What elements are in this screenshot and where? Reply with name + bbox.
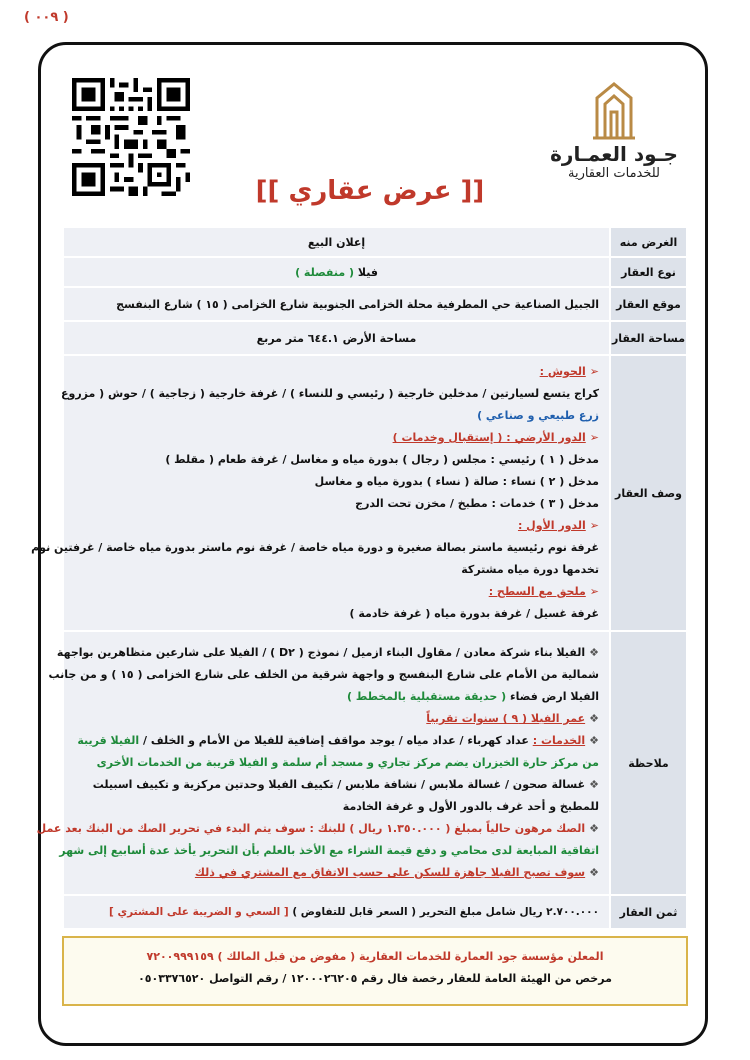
- price-amount: ٢.٧٠٠.٠٠٠ ريال شامل مبلغ التحرير: [419, 906, 599, 918]
- label-notes: ملاحظة: [610, 631, 687, 895]
- note-line: من مركز حارة الخيزران يضم مركز تجاري و مسجد أم سلمة و الفيلا قريبة من الخدمات الأخرى: [96, 756, 599, 769]
- note-line: الفيلا بناء شركة معادن / مقاول البناء ازميل / نموذج ( D٢ ) / الفيلا على شارعين متظاهرين بواجهة: [56, 646, 586, 659]
- note-line: اتفاقية المبايعة لدى محامي و دفع قيمة الشراء مع الأخذ بالعلم بأن التحرير يأخذ عدة أسابيع إلى شهر: [59, 844, 599, 857]
- label-purpose: الغرض منه: [610, 227, 687, 257]
- bullet-icon: ❖: [589, 822, 599, 835]
- desc-line: غرفة غسيل / غرفة بدورة مياه ( غرفة خادمة ): [349, 607, 599, 620]
- row-price: [63, 895, 687, 929]
- desc-line: غرفة نوم رئيسية ماستر بصالة صغيرة و دورة مياه خاصة / غرفة نوم ماستر بدورة مياه خاصة / غرفتين نوم: [31, 541, 599, 554]
- label-description: وصف العقار: [610, 355, 687, 631]
- note-line: الفيلا ارض فضاء: [509, 690, 599, 703]
- advertiser-footer: [62, 936, 688, 1006]
- building-logo-icon: [589, 78, 639, 140]
- section-title: ملحق مع السطح :: [488, 585, 586, 598]
- note-line: شمالية من الأمام على شارع البنفسج و واجهة شرقية من الخلف على شارع الخزامى ( ١٥ ) و من جانب: [48, 668, 599, 681]
- value-type: [63, 257, 610, 287]
- pointer-icon: ➢: [589, 431, 599, 444]
- note-line: سوف تصبح الفيلا جاهزة للسكن على حسب الاتفاق مع المشتري في ذلك: [194, 866, 586, 879]
- desc-line: كراج يتسع لسيارتين / مدخلين خارجية ( رئيسي و للنساء ) / غرفة خارجية ( زجاجية ) / حوش ( مزروع: [61, 387, 599, 400]
- advertiser-id: ٧٢٠٠٩٩٩١٥٩: [146, 950, 214, 963]
- page-number: ( ٠٠٩ ): [24, 10, 69, 25]
- row-area: [63, 321, 687, 355]
- company-logo: [548, 78, 680, 198]
- value-description: [31, 355, 610, 631]
- bullet-icon: ❖: [589, 734, 599, 747]
- desc-line: مدخل ( ٢ ) نساء : صالة ( نساء ) بدورة مياه و مغاسل: [314, 475, 599, 488]
- type-main: فيلا: [357, 265, 378, 279]
- logo-name: جـود العمـارة: [550, 142, 678, 166]
- label-area: مساحة العقار: [610, 321, 687, 355]
- pointer-icon: ➢: [589, 585, 599, 598]
- price-negotiable: ( السعر قابل للتفاوض ): [292, 906, 417, 918]
- label-location: موقع العقار: [610, 287, 687, 321]
- property-table: [31, 226, 688, 930]
- note-line: عداد كهرباء / عداد مياه / يوجد مواقف إضافية للفيلا من الأمام و الخلف /: [143, 734, 529, 747]
- pointer-icon: ➢: [589, 519, 599, 532]
- value-area: مساحة الأرض ٦٤٤.١ متر مربع: [63, 321, 610, 355]
- row-description: [63, 355, 687, 631]
- row-notes: [63, 631, 687, 895]
- note-title: الخدمات :: [532, 734, 586, 747]
- section-title: الدور الأرضي : ( إستقبال وخدمات ): [392, 431, 586, 444]
- value-price: [63, 895, 610, 929]
- price-fees: [ السعي و الضريبة على المشتري ]: [109, 906, 289, 918]
- value-purpose: إعلان البيع: [63, 227, 610, 257]
- bullet-icon: ❖: [589, 866, 599, 879]
- advertiser-name: المعلن مؤسسة جود العمارة للخدمات العقارية ( مفوض من قبل المالك ): [217, 950, 604, 963]
- footer-line-1: [64, 946, 686, 968]
- section-title: الدور الأول :: [517, 519, 586, 532]
- row-type: [63, 257, 687, 287]
- note-highlight: ( حديقة مستقبلية بالمخطط ): [347, 690, 507, 703]
- note-line: عمر الفيلا ( ٩ ) سنوات تقريباً: [426, 712, 586, 725]
- value-location: الجبيل الصناعية حي المطرفية محلة الخزامى الجنوبية شارع الخزامى ( ١٥ ) شارع البنفسج: [63, 287, 610, 321]
- bullet-icon: ❖: [589, 778, 599, 791]
- row-purpose: [63, 227, 687, 257]
- pointer-icon: ➢: [589, 365, 599, 378]
- note-highlight: الفيلا قريبة: [77, 734, 140, 747]
- desc-line: مدخل ( ٣ ) خدمات : مطبخ / مخزن تحت الدرج: [355, 497, 599, 510]
- note-line: غسالة صحون / غسالة ملابس / نشافة ملابس / تكييف الفيلا وحدتين مركزية و تكييف اسبيلت: [92, 778, 586, 791]
- label-type: نوع العقار: [610, 257, 687, 287]
- bullet-icon: ❖: [589, 646, 599, 659]
- qr-code: [72, 78, 190, 196]
- desc-line: تخدمها دورة مياه مشتركة: [461, 563, 599, 576]
- logo-subtitle: للخدمات العقارية: [567, 166, 661, 181]
- type-sub: ( منفصلة ): [295, 265, 355, 279]
- page-title: [[ عرض عقاري ]]: [255, 176, 485, 206]
- section-title: الحوش :: [539, 365, 586, 378]
- note-line: للمطبخ و أحد غرف بالدور الأول و غرفة الخادمة: [342, 800, 599, 813]
- bullet-icon: ❖: [589, 712, 599, 725]
- note-line: الصك مرهون حالياً بمبلغ ( ١.٣٥٠.٠٠٠ ريال ) للبنك : سوف يتم البدء في تحرير الصك من البنك بعد عمل: [36, 822, 586, 835]
- label-price: ثمن العقار: [610, 895, 687, 929]
- desc-line: زرع طبيعي و صناعي ): [477, 409, 599, 422]
- row-location: [63, 287, 687, 321]
- desc-line: مدخل ( ١ ) رئيسي : مجلس ( رجال ) بدورة مياه و مغاسل / غرفة طعام ( مقلط ): [165, 453, 599, 466]
- footer-line-2: مرخص من الهيئة العامة للعقار رخصة فال رقم ١٢٠٠٠٢٦٢٠٥ / رقم التواصل ٠٥٠٣٣٧٦٥٢٠: [138, 972, 612, 985]
- value-notes: [36, 631, 610, 895]
